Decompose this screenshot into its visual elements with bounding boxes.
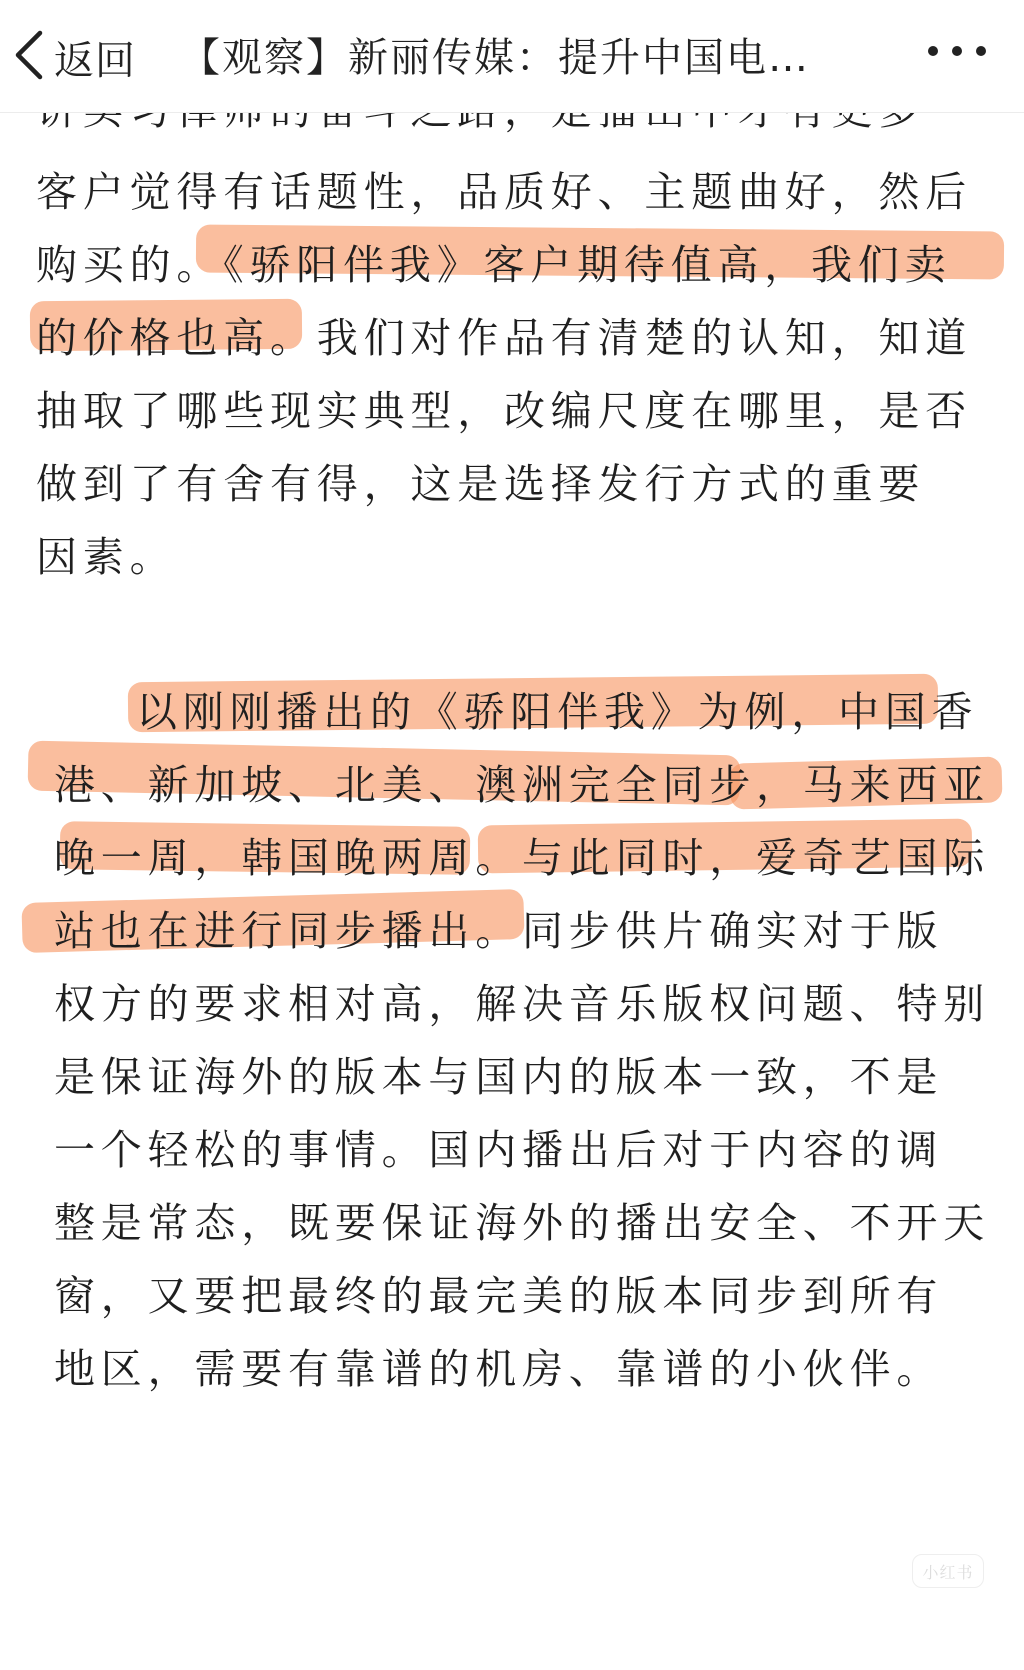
paragraph-1-line: 抽取了哪些现实典型，改编尺度在哪里，是否	[36, 387, 972, 435]
paragraph-2-line: 是保证海外的版本与国内的版本一致，不是	[54, 1053, 944, 1101]
top-navigation-bar	[0, 0, 1024, 113]
paragraph-2-line: 晚一周，韩国晚两周。与此同时，爱奇艺国际	[54, 834, 990, 882]
more-options-button[interactable]	[928, 46, 986, 56]
paragraph-2-line: 港、新加坡、北美、澳洲完全同步，马来西亚	[54, 761, 990, 809]
back-label: 返回	[54, 37, 136, 84]
paragraph-2-line: 整是常态，既要保证海外的播出安全、不开天	[54, 1199, 990, 1247]
paragraph-1-line: 购买的。《骄阳伴我》客户期待值高，我们卖	[36, 241, 952, 289]
paragraph-1-line: 客户觉得有话题性，品质好、主题曲好，然后	[36, 168, 972, 216]
paragraph-2-line: 权方的要求相对高，解决音乐版权问题、特别	[54, 980, 990, 1028]
watermark-logo: 小红书	[912, 1554, 984, 1588]
paragraph-1-line: 做到了有舍有得，这是选择发行方式的重要	[36, 460, 926, 508]
paragraph-2-line: 地区，需要有靠谱的机房、靠谱的小伙伴。	[54, 1345, 944, 1393]
back-button[interactable]	[10, 22, 136, 92]
more-dots-icon	[952, 46, 962, 56]
more-dots-icon	[928, 46, 938, 56]
paragraph-1-line: 因素。	[36, 533, 177, 581]
paragraph-2-line: 以刚刚播出的《骄阳伴我》为例，中国香	[136, 688, 979, 736]
more-dots-icon	[976, 46, 986, 56]
paragraph-2-line: 窗，又要把最终的最完美的版本同步到所有	[54, 1272, 944, 1320]
paragraph-2-line: 站也在进行同步播出。同步供片确实对于版	[54, 907, 944, 955]
page-title: 【观察】新丽传媒：提升中国电…	[180, 35, 810, 81]
paragraph-2-line: 一个轻松的事情。国内播出后对于内容的调	[54, 1126, 944, 1174]
paragraph-1-line: 的价格也高。我们对作品有清楚的认知，知道	[36, 314, 972, 362]
chevron-left-icon	[10, 27, 48, 87]
